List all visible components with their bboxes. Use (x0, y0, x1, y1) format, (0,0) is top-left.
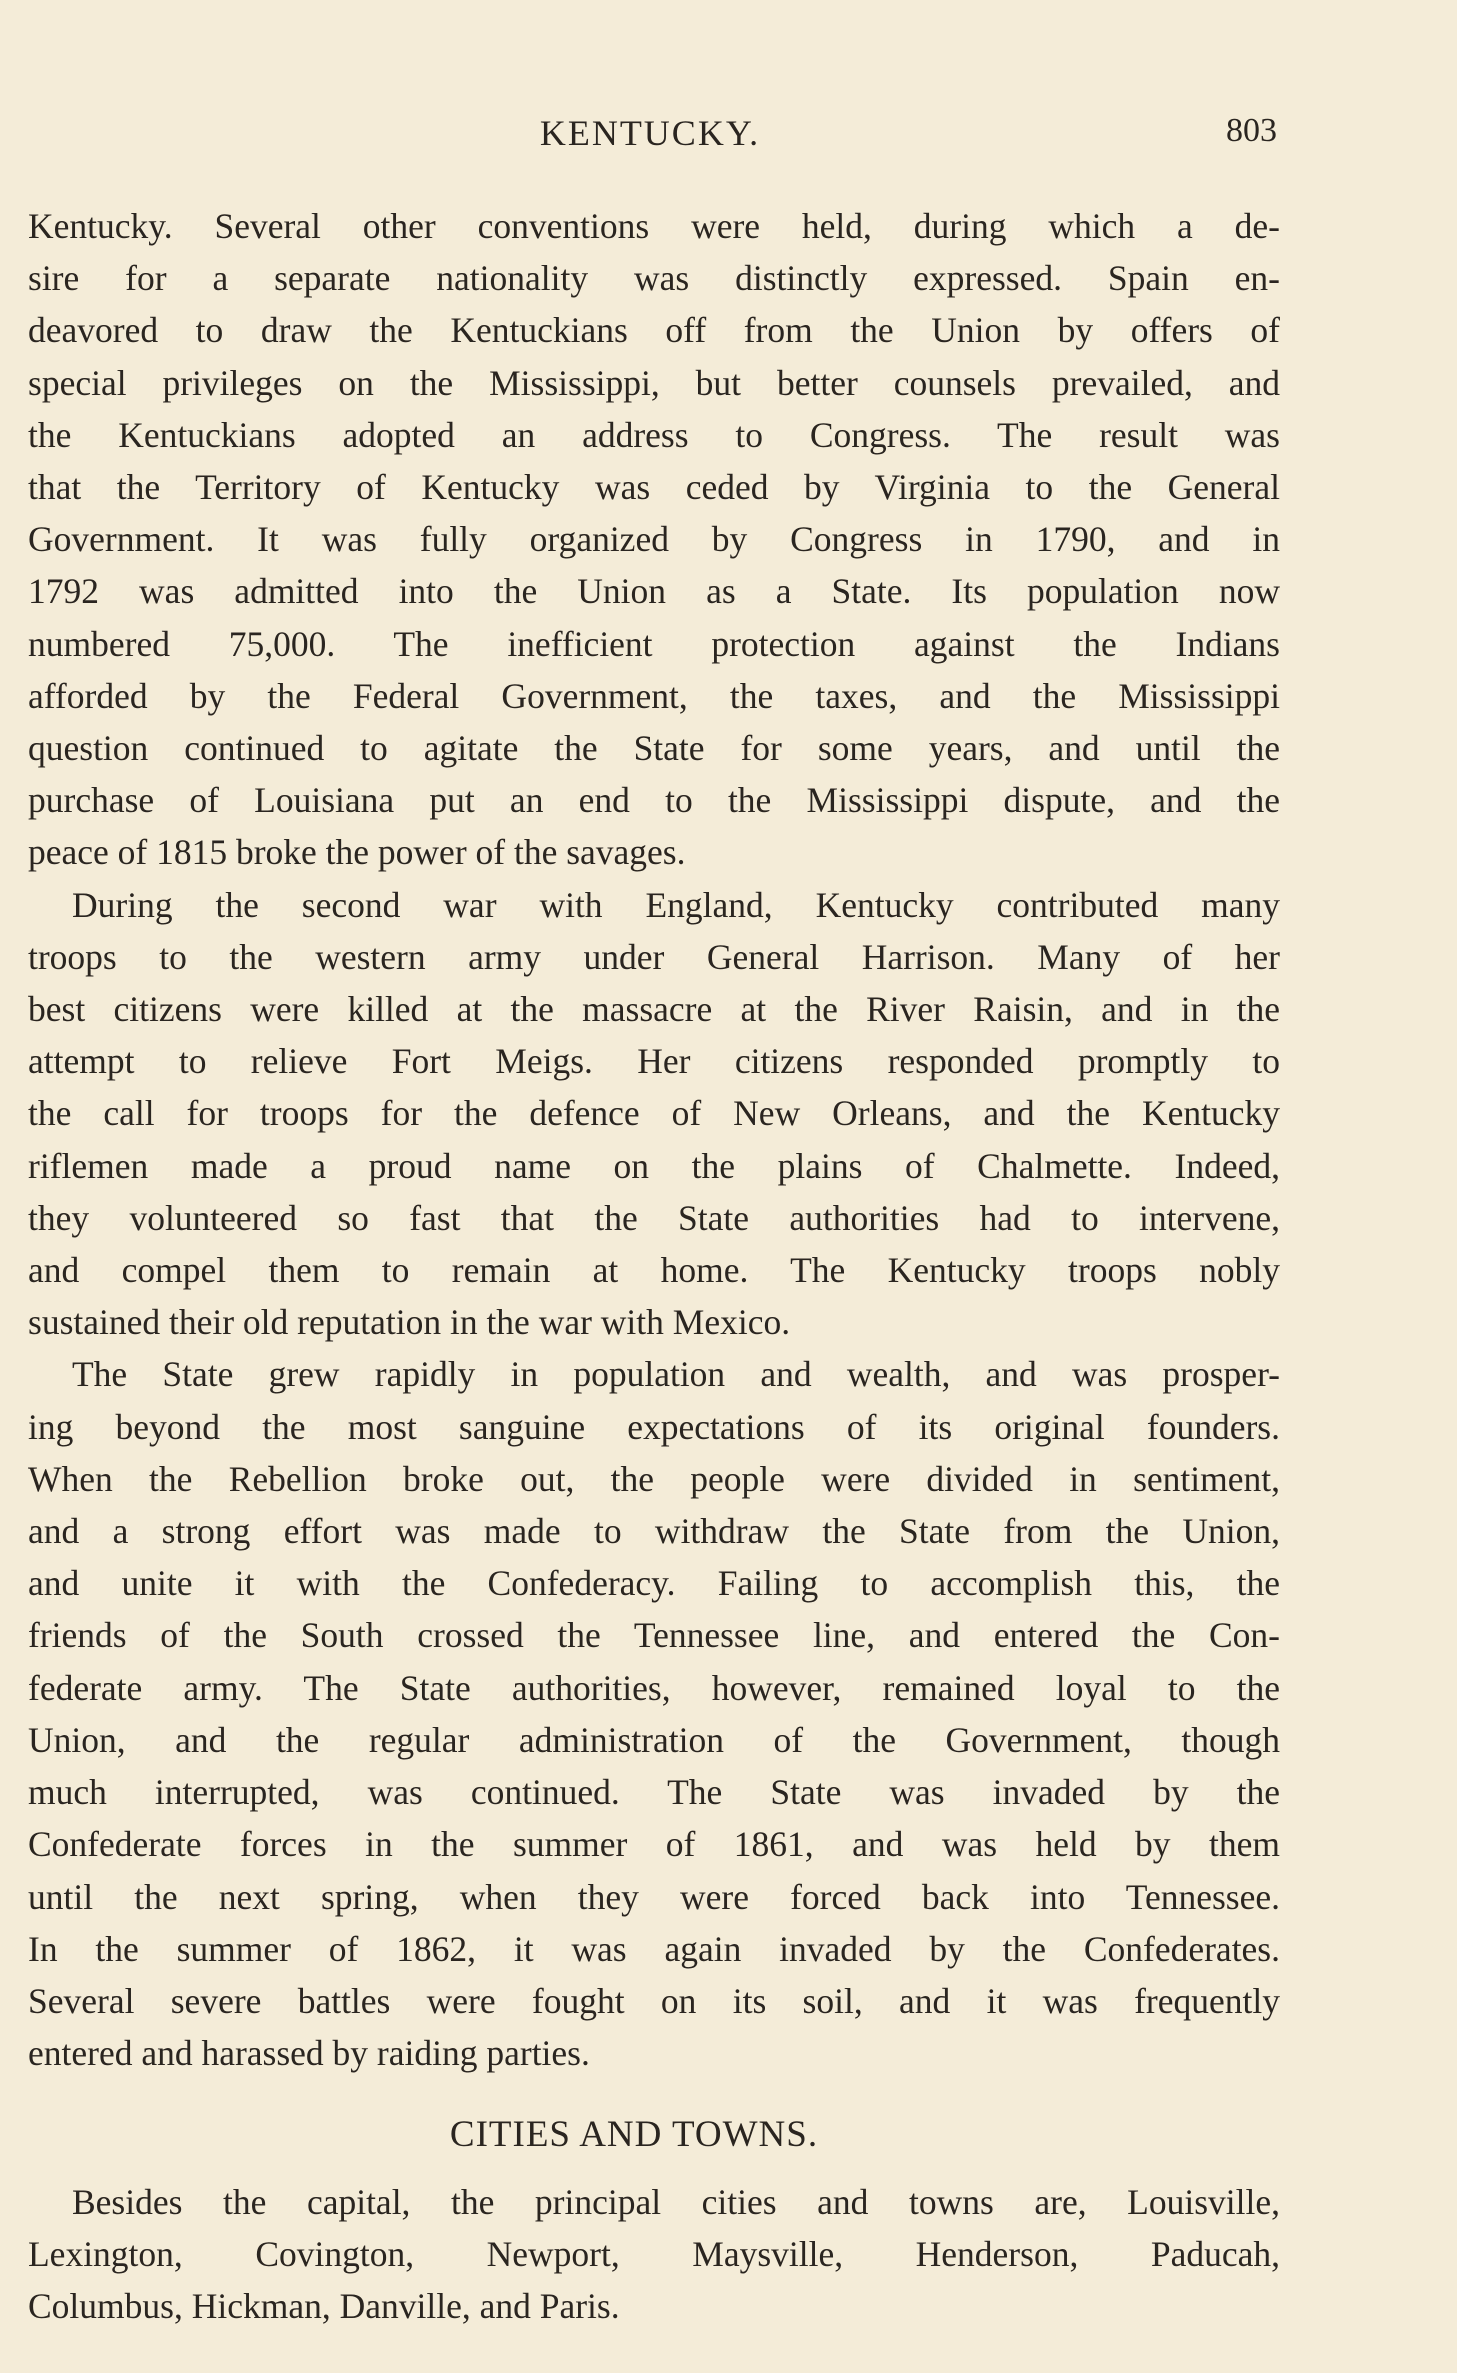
text-line: and a strong effort was made to withdraw the State from the Union, (28, 1511, 1280, 1552)
text-line: deavored to draw the Kentuckians off from the Union by offers of (28, 310, 1280, 351)
text-line: Several severe battles were fought on its soil, and it was frequently (28, 1980, 1280, 2021)
text-line: Government. It was fully organized by Congress in 1790, and in (28, 519, 1280, 560)
text-line: much interrupted, was continued. The State was invaded by the (28, 1772, 1280, 1813)
text-line: peace of 1815 broke the power of the savages. (28, 832, 686, 873)
text-line: The State grew rapidly in population and wealth, and was prosper- (72, 1354, 1280, 1395)
text-line: ing beyond the most sanguine expectations of its original founders. (28, 1406, 1280, 1447)
text-line: troops to the western army under General Harrison. Many of her (28, 936, 1280, 977)
text-line: Columbus, Hickman, Danville, and Paris. (28, 2285, 620, 2326)
text-line: afforded by the Federal Government, the taxes, and the Mississippi (28, 675, 1280, 716)
text-line: best citizens were killed at the massacre at the River Raisin, and in the (28, 989, 1280, 1030)
text-line: attempt to relieve Fort Meigs. Her citizens responded promptly to (28, 1041, 1280, 1082)
running-head (0, 112, 1457, 162)
text-line: Kentucky. Several other conventions were held, during which a de- (28, 206, 1280, 246)
running-title: KENTUCKY. (539, 113, 761, 153)
text-line: sustained their old reputation in the war with Mexico. (28, 1302, 791, 1343)
text-line: and unite it with the Confederacy. Failing to accomplish this, the (28, 1563, 1280, 1604)
text-line: When the Rebellion broke out, the people were divided in sentiment, (28, 1458, 1280, 1499)
paragraph-continuation (28, 200, 1280, 879)
body-text (28, 200, 1280, 2332)
text-line: In the summer of 1862, it was again invaded by the Confederates. (28, 1928, 1280, 1969)
section-heading: CITIES AND TOWNS. (449, 2114, 819, 2156)
page-number: 803 (1226, 112, 1277, 149)
text-line: special privileges on the Mississippi, but better counsels prevailed, and (28, 362, 1280, 403)
text-line: purchase of Louisiana put an end to the Mississippi dispute, and the (28, 780, 1280, 821)
text-line: the call for troops for the defence of New Orleans, and the Kentucky (28, 1093, 1280, 1134)
text-line: Confederate forces in the summer of 1861, and was held by them (28, 1824, 1280, 1865)
text-line: Lexington, Covington, Newport, Maysville, Henderson, Paducah, (28, 2233, 1280, 2274)
text-line: friends of the South crossed the Tennessee line, and entered the Con- (28, 1615, 1280, 1656)
text-line: 1792 was admitted into the Union as a State. Its population now (28, 571, 1280, 612)
text-line: that the Territory of Kentucky was ceded by Virginia to the General (28, 467, 1280, 508)
text-line: During the second war with England, Kentucky contributed many (72, 884, 1280, 925)
text-line: and compel them to remain at home. The Kentucky troops nobly (28, 1250, 1280, 1291)
text-line: federate army. The State authorities, however, remained loyal to the (28, 1667, 1280, 1708)
text-line: they volunteered so fast that the State authorities had to intervene, (28, 1197, 1280, 1238)
text-line: sire for a separate nationality was distinctly expressed. Spain en- (28, 258, 1280, 299)
text-line: Besides the capital, the principal cities and towns are, Louisville, (72, 2181, 1280, 2222)
text-line: numbered 75,000. The inefficient protection against the Indians (28, 623, 1280, 664)
text-line: question continued to agitate the State for some years, and until the (28, 728, 1280, 769)
text-line: the Kentuckians adopted an address to Congress. The result was (28, 414, 1280, 455)
text-line: riflemen made a proud name on the plains of Chalmette. Indeed, (28, 1145, 1280, 1186)
text-line: entered and harassed by raiding parties. (28, 2033, 590, 2074)
paragraph-cities (28, 2176, 1280, 2333)
text-line: Union, and the regular administration of the Government, though (28, 1719, 1280, 1760)
paragraph-war-of-1812 (28, 879, 1280, 1349)
paragraph-rebellion (28, 1348, 1280, 2079)
text-line: until the next spring, when they were forced back into Tennessee. (28, 1876, 1280, 1917)
